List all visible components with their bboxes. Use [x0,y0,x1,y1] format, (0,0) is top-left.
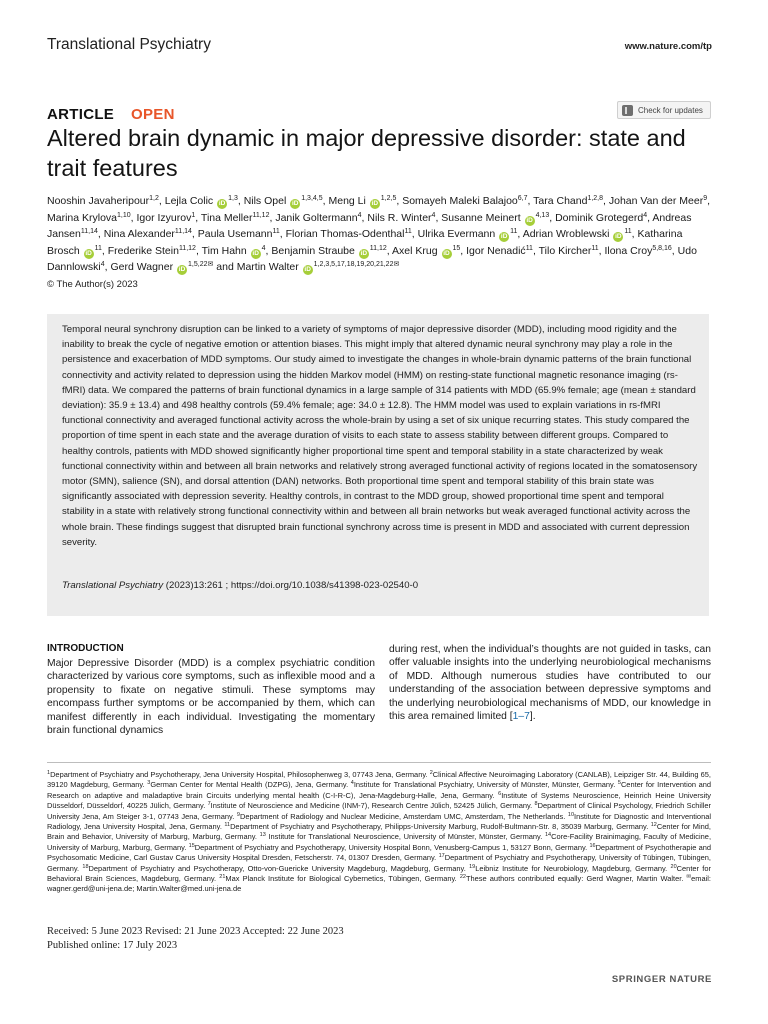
affiliation-text: Department of Clinical Psychology, Friedrich Schiller University Jena, Am Steiger 3-1, 07743 Jena, Germany. [47,801,712,821]
author-name[interactable] [137,212,196,224]
orcid-icon[interactable]: iD [304,266,311,273]
author-name[interactable] [604,245,671,257]
affiliation-number: 3 [147,780,151,787]
author-affiliation-number: 11 [510,228,518,235]
author-name-text: Dominik Grotegerd [555,211,644,224]
introduction-left-column: Major Depressive Disorder (MDD) is a complex psychiatric condition characterized by various core symptoms, such as inflexible mood and a propensity to fixate on negative stimuli. These symptoms may encompass further symptoms or be accompanied by them, which can manifest differently in each individual. Investigating the momentary brain functional dynamics [47,658,375,737]
author-name[interactable] [286,228,412,240]
author-affiliation-number: 4,13 [535,211,550,219]
affiliation-number: 19 [469,863,476,870]
affiliation-text: Core-Facility Brainimaging, Faculty of Medicine, University of Marburg, Marburg, Germany. [47,832,712,852]
affiliations-footnote [47,770,711,895]
article-title: Altered brain dynamic in major depressive disorder: state and trait features [47,125,686,181]
author-name[interactable] [271,245,386,257]
citation-line [62,580,418,591]
publisher-logo: SPRINGER NATURE [611,974,712,985]
author-name[interactable] [555,212,647,224]
affiliation-text: Institute of Systems Neuroscience, Heinrich Heine University Düsseldorf, Düsseldorf, 40225 Jülich, Germany. [47,790,711,811]
affiliation-number: 21 [219,874,226,881]
affiliation-number: 5 [617,780,621,787]
author-name-text: Tara Chand [533,195,588,207]
affiliation-text: Institute for Translational Psychiatry, University of Münster, Münster, Germany. [353,780,618,790]
article-type-label: ARTICLE [47,106,115,123]
reference-open-bracket: [ [509,711,513,723]
author-affiliation-number: 11 [591,244,599,252]
author-affiliation-number: 9 [703,195,708,202]
check-for-updates-button[interactable] [617,101,711,119]
footnote-divider [47,762,711,763]
orcid-icon[interactable]: iD [178,266,186,273]
affiliation-text: email: wagner.gerd@uni-jena.de; Martin.Walter@med.uni-jena.de [47,874,711,894]
author-name-text: Marina Krylova [47,211,118,224]
author-name[interactable] [244,195,323,207]
author-name[interactable] [328,195,396,207]
orcid-icon[interactable]: iD [443,249,450,257]
author-name-text: Somayeh Maleki Balajoo [402,195,518,207]
author-name-text: Tina Meller [200,211,253,224]
author-affiliation-number: 11 [624,228,632,235]
author-name-text: Ulrika Evermann [417,228,496,240]
copyright-notice: © The Author(s) 2023 [47,279,138,290]
affiliation-number: 13 [259,832,266,839]
affiliation-text: Center for Mind, Brain and Behavior, University of Marburg, Marburg, Germany. [47,822,711,842]
author-name[interactable] [418,228,518,240]
author-affiliation-number: 5,8,16 [652,244,672,252]
affiliation-text: Institute for Diagnostic and Interventional Radiology, Jena University Hospital, Jena, Germany. [47,811,711,832]
author-name[interactable] [609,195,707,207]
check-for-updates-label: Check for updates [638,105,703,115]
author-name-text: Gerd Wagner [110,261,174,273]
author-affiliation-number: 1,2,5 [380,195,397,202]
author-name-text: Janik Goltermann [275,211,358,224]
author-affiliation-number: 11,12 [252,211,270,219]
received-revised-accepted-dates: Received: 5 June 2023 Revised: 21 June 2023 Accepted: 22 June 2023 [47,926,344,937]
author-list: Nooshin Javaheripour$^{1,2}$, Lejla Colic iD$^{1,3}$, Nils Opel iD$^{1,3,4,5}$, Meng Li iD$^{1,2,5}$, Somayeh Maleki Balajoo$^{6,7}$, Tara Chand$^{1,2,8}$, Johan Van der Meer$^9$, Marina Krylova$^{1,10}$, Igor Izyurov$^1$, Tina Meller$^{11,12}$, Janik Goltermann$^4$, Nils R. Winter$^4$, Susanne Meinert iD$^{4,13}$, Dominik Grotegerd$^4$, Andreas Jansen$^{11,14}$, Nina Alexander$^{11,14}$, Paula Usemann$^{11}$, Florian Thomas-Odenthal$^{11}$, Ulrika Evermann $iD^{11}$, Adrian Wroblewski $iD^{11}$, Katharina Brosch $iD^{11}$, Frederike Stein$^{11,12}$, Tim Hahn $iD^4$, Benjamin Straube iD$^{11,12}$, Axel Krug $iD^{15}$, Igor Nenadić$^{11}$, Tilo Kircher$^{11}$, Ilona Croy$^{5,8,16}$, Udo Dannlowski$^4$, Gerd Wagner $iD^{1,5,22✉}$ and Martin Walter $iD^{1,2,3,5,17,18,19,20,21,22✉}$ [47,195,711,273]
affiliation-text: Clinical Affective Neuroimaging Laboratory (CANLAB), Leipziger Str. 44, Building 65, 39120 Magdeburg, Germany. [47,770,711,790]
author-affiliation-number: 4 [261,244,266,252]
orcid-icon[interactable]: iD [526,216,533,224]
author-name-text: Benjamin Straube [271,244,355,257]
author-affiliation-number: 11 [525,244,533,252]
orcid-icon[interactable]: iD [291,200,299,207]
citation-journal: Translational Psychiatry [62,580,164,591]
author-name-text: Frederike Stein [107,244,179,257]
author-name-text: Tilo Kircher [538,244,592,257]
author-affiliation-number: 1,3,4,5 [301,195,323,202]
affiliation-number: 10 [567,811,575,818]
orcid-icon[interactable]: iD [252,249,259,257]
affiliation-number: 4 [350,780,354,787]
introduction-right-text: during rest, when the individual’s thoughts are not guided in tasks, can offer valuable insights into the underlying neurobiological mechanisms of MDD. Although numerous studies have contributed to our understanding of the association between depressive symptoms and the underlying neurobiological mechanisms of MDD, our knowledge in this area remained limited [389,644,711,723]
affiliation-text: Leibniz Institute for Neurobiology, Magdeburg, Germany. [475,863,671,873]
author-affiliation-number: 11,12 [369,244,387,252]
author-affiliation-number: 1 [191,211,196,219]
author-name-text: Lejla Colic [164,195,214,207]
author-name[interactable] [47,212,131,224]
affiliation-number: 8 [534,801,538,808]
affiliation-number: 2 [429,770,433,776]
author-affiliation-number: 1,2 [149,195,159,202]
affiliation-text: German Center for Mental Health (DZPG), Jena, Germany. [150,780,351,790]
affiliation-text: Department of Psychiatry and Psychotherapy, Otto-von-Guericke University Magdeburg, Magdeburg, Germany. [88,863,470,873]
affiliation-text: Department of Psychiatry and Psychotherapy, University of Tübingen, Tübingen, Germany. [47,853,711,873]
orcid-icon[interactable]: iD [85,249,92,257]
orcid-icon[interactable]: iD [500,233,508,240]
author-name[interactable] [47,195,159,207]
author-name[interactable] [539,245,599,257]
author-affiliation-number: 4 [431,211,436,219]
author-affiliation-number: 4 [357,211,362,219]
introduction-heading: INTRODUCTION [47,643,124,654]
orcid-icon[interactable]: iD [218,200,226,207]
author-name-text: Axel Krug [392,244,438,257]
author-name-text: Andreas Jansen [47,211,692,240]
affiliation-number: 12 [650,822,657,829]
reference-link[interactable]: 1–7 [512,711,530,723]
affiliation-number: 6 [498,790,502,797]
author-name-text: Igor Nenadić [466,244,526,257]
author-name-text: Udo Dannlowski [47,244,697,273]
author-name-text: Nils R. Winter [367,211,432,224]
author-name[interactable] [165,195,238,207]
affiliation-text: Institute of Neuroscience and Medicine (INM-7), Research Centre Jülich, 52425 Jülich, Germany. [210,801,535,811]
affiliation-text: Department of Radiology and Nuclear Medicine, Amsterdam UMC, Amsterdam, The Netherlands. [239,811,568,821]
affiliation-number: 18 [82,863,89,870]
author-name-text: Tim Hahn [201,244,247,257]
author-name-text: Ilona Croy [604,244,653,257]
author-name[interactable] [367,212,435,224]
affiliation-text: Center for Behavioral Brain Sciences, Magdeburg, Germany. [47,863,711,884]
author-name-text: Martin Walter [236,261,299,273]
author-affiliation-number: 6,7 [517,195,528,202]
publication-dates [47,925,344,953]
author-name-text: Nina Alexander [103,228,175,240]
author-affiliation-number: 15 [452,244,461,252]
author-name-text: Igor Izyurov [136,211,192,224]
affiliation-number: 17 [438,853,445,860]
check-for-updates-icon [622,105,633,116]
author-name[interactable] [110,261,213,273]
author-name-text: Katharina Brosch [47,228,683,257]
affiliation-text: Institute for Translational Neuroscience, University of Münster, Münster, Germany. [265,832,545,842]
author-name[interactable] [392,245,460,257]
reference-close-bracket: ]. [529,711,536,723]
author-name-text: Adrian Wroblewski [522,228,610,240]
author-affiliation-number: 1,2,8 [587,195,604,202]
affiliation-number: ✉ [686,874,692,881]
author-affiliation-number: 11,14 [174,228,192,235]
author-name-text: Florian Thomas-Odenthal [285,228,405,240]
affiliation-number: 16 [589,842,596,849]
affiliation-number: 15 [188,842,195,849]
published-online-date: Published online: 17 July 2023 [47,940,178,951]
author-name[interactable] [198,228,280,240]
author-name-text: Susanne Meinert [441,211,521,224]
author-affiliation-number: 4 [100,261,105,268]
journal-url-link[interactable]: www.nature.com/tp [624,41,712,52]
author-name[interactable] [275,212,361,224]
author-name[interactable] [201,212,270,224]
author-name[interactable] [104,228,192,240]
affiliation-number: 7 [207,801,211,808]
affiliation-text: Max Planck Institute for Biological Cybernetics, Tübingen, Germany. [225,874,460,884]
author-name[interactable] [108,245,196,257]
author-name[interactable] [533,195,603,207]
author-affiliation-number: 1,5,22✉ [188,261,214,268]
author-affiliation-number: 4 [643,211,648,219]
author-name[interactable] [441,212,549,224]
author-affiliation-number: 11 [94,244,102,252]
affiliation-text: Department of Psychiatry and Psychotherapy, Jena University Hospital, Philosophenweg 3, 07743 Jena, Germany. [50,770,430,779]
author-name[interactable] [523,228,632,240]
author-name[interactable] [402,195,527,207]
author-affiliation-number: 11,12 [178,244,196,252]
orcid-icon[interactable]: iD [615,233,622,240]
author-name[interactable] [466,245,533,257]
author-affiliation-number: 1,10 [117,211,131,219]
author-affiliation-number: 11,14 [80,228,98,235]
open-access-label: OPEN [131,106,175,123]
author-name-text: Nooshin Javaheripour [47,195,150,207]
affiliation-number: 14 [544,832,552,839]
author-name[interactable] [202,245,266,257]
affiliation-text: These authors contributed equally: Gerd Wagner, Martin Walter. [465,874,687,884]
orcid-icon[interactable]: iD [360,249,368,257]
author-affiliation-number: 1,3 [228,195,238,202]
affiliation-text: Department of Psychiatry and Psychotherapy, University Hospital Bonn, Venusberg-Campus 1, 53127 Bonn, Germany. [194,842,590,852]
introduction-right-column [389,643,711,723]
author-name-text: Paula Usemann [197,228,273,240]
affiliation-number: 9 [236,811,240,818]
affiliation-number: 11 [224,822,231,829]
author-affiliation-number: 1,2,3,5,17,18,19,20,21,22✉ [313,261,400,268]
abstract-text: Temporal neural synchrony disruption can be linked to a variety of symptoms of major depressive disorder (MDD), including mood rigidity and the inability to break the cycle of negative emotion or attention biases. This might imply that altered dynamic neural synchrony may play a role in the persistence and exacerbation of MDD symptoms. Our study aimed to investigate the changes in whole-brain dynamic patterns of the brain functional connectivity and activity related to depression using the hidden Markov model (HMM) on resting-state functional magnetic resonance imaging (rs-fMRI) data. We compared the patterns of brain functional dynamics in a large sample of 314 patients with MDD (65.9% female; age (mean ± standard deviation): 35.9 ± 13.4) and 498 healthy controls (59.4% female; age: 34.0 ± 12.8). The HMM model was used to explain variations in rs-fMRI functional connectivity and averaged functional activity across the whole-brain by using a set of six unique recurring states. This study compared the proportion of time spent in each state and the average duration of visits to each state to assess stability between different groups. Compared to healthy controls, patients with MDD showed significantly higher proportional time spent and temporal stability in a state characterized by weak functional connectivity within and between all brain networks and relatively strong averaged functional activity of regions located in the somatosensory motor (SMN), salience (SN), and dorsal attention (DAN) networks. Both proportional time spent and temporal stability of this brain state was significantly associated with depression severity. Healthy controls, in contrast to the MDD group, showed proportional time spent and temporal stability in a state with relatively strong functional connectivity within and between all brain networks but weak averaged functional activity across the whole brain. These findings suggest that disrupted brain functional synchrony across time is present in MDD and associated with current depression severity. [62,324,698,548]
journal-name: Translational Psychiatry [47,36,211,53]
author-name[interactable] [237,261,400,273]
affiliation-text: Center for Intervention and Research on adaptive and maladaptive brain Circuits underlying mental health (C-I-R-C), Jena-Magdeburg-Halle, Jena, Germany. [47,780,711,800]
affiliation-number: 1 [47,770,51,776]
affiliation-number: 22 [459,874,466,881]
author-name-text: Johan Van der Meer [608,195,704,207]
affiliation-text: Department of Psychotherapie and Psychosomatic Medicine, Carl Gustav Carus University Hospital Dresden, Fetscherstr. 74, 01307 Dresden, Germany. [47,842,712,863]
author-affiliation-number: 11 [404,228,412,235]
citation-doi[interactable]: (2023)13:261 ; https://doi.org/10.1038/s41398-023-02540-0 [163,580,419,591]
affiliation-text: Department of Psychiatry and Psychotherapy, Philipps-University Marburg, Rudolf-Bultmann-Str. 8, 35039 Marburg, Germany. [230,822,651,832]
author-name-text: Meng Li [328,195,366,207]
orcid-icon[interactable]: iD [371,200,379,207]
author-affiliation-number: 11 [272,228,280,235]
affiliation-number: 20 [670,863,677,870]
author-name-text: Nils Opel [243,195,287,207]
